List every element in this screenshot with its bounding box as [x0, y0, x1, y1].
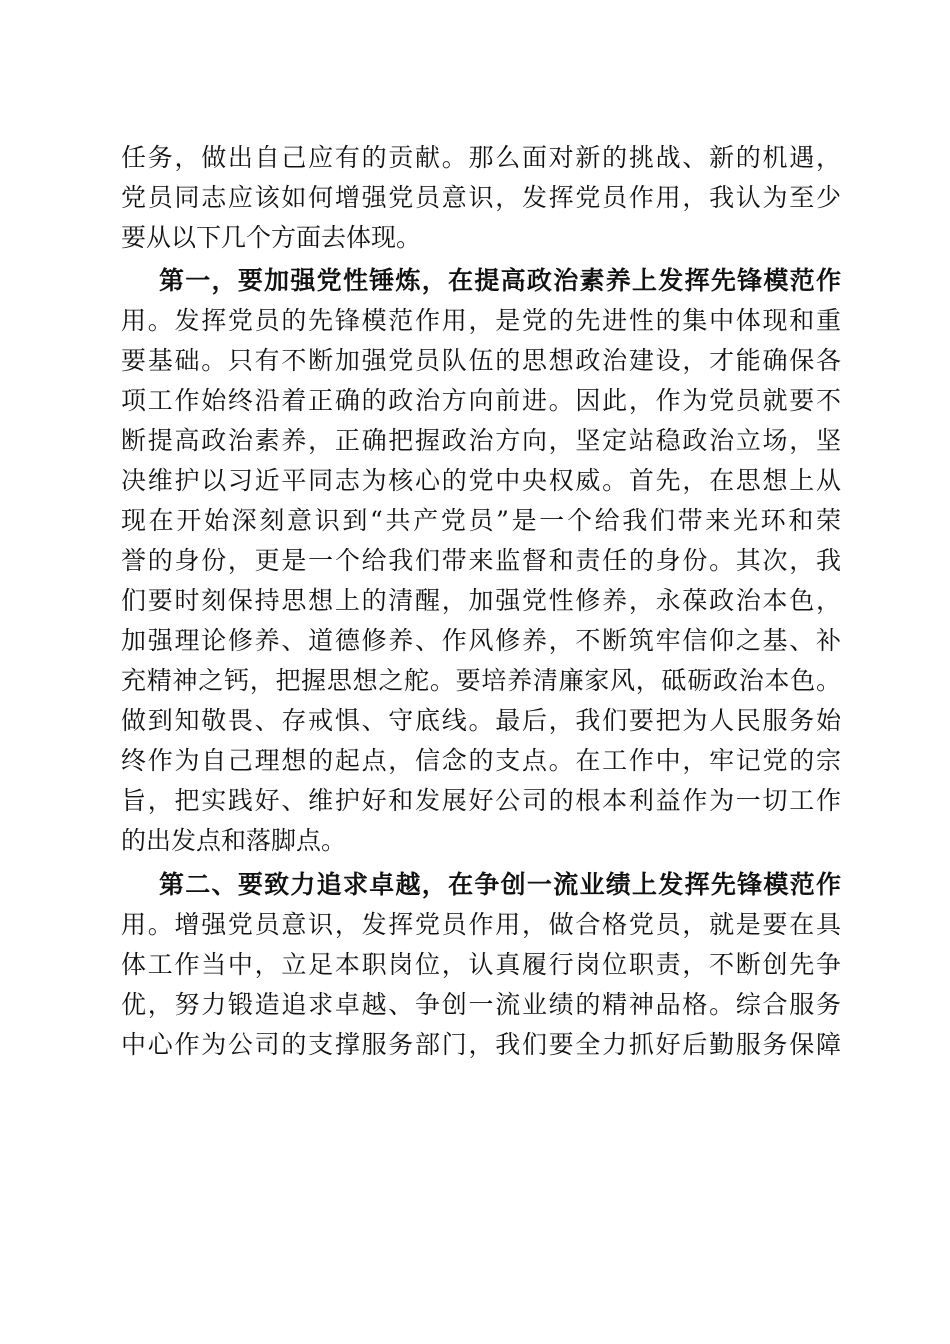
text-line: 优，努力锻造追求卓越、争创一流业绩的精神品格。综合服务 [121, 990, 841, 1019]
text-line: 用。发挥党员的先锋模范作用，是党的先进性的集中体现和重 [121, 306, 841, 335]
text-line: 任务，做出自己应有的贡献。那么面对新的挑战、新的机遇， [121, 143, 841, 172]
text-line: 决维护以习近平同志为核心的党中央权威。首先，在思想上从 [121, 466, 841, 495]
text-line: 用。增强党员意识，发挥党员作用，做合格党员，就是要在具 [121, 910, 841, 939]
text-line: 要从以下几个方面去体现。 [121, 223, 422, 252]
section-heading-line: 第二、要致力追求卓越，在争创一流业绩上发挥先锋模范作 [159, 870, 841, 899]
text-line: 党员同志应该如何增强党员意识，发挥党员作用，我认为至少 [121, 183, 841, 212]
text-line: 中心作为公司的支撑服务部门，我们要全力抓好后勤服务保障 [121, 1030, 841, 1059]
text-line: 项工作始终沿着正确的政治方向前进。因此，作为党员就要不 [121, 386, 841, 415]
text-line: 做到知敬畏、存戒惧、守底线。最后，我们要把为人民服务始 [121, 706, 841, 735]
text-line: 加强理论修养、道德修养、作风修养，不断筑牢信仰之基、补 [121, 626, 841, 655]
text-line: 体工作当中，立足本职岗位，认真履行岗位职责，不断创先争 [121, 950, 841, 979]
paragraph-point-two [121, 865, 841, 1065]
text-line: 的出发点和落脚点。 [121, 826, 347, 855]
document-body [121, 138, 841, 1065]
text-line: 们要时刻保持思想上的清醒，加强党性修养，永葆政治本色， [121, 586, 841, 615]
text-line: 要基础。只有不断加强党员队伍的思想政治建设，才能确保各 [121, 346, 841, 375]
text-line: 誉的身份，更是一个给我们带来监督和责任的身份。其次，我 [121, 546, 841, 575]
text-line: 现在开始深刻意识到“共产党员”是一个给我们带来光环和荣 [121, 506, 841, 535]
paragraph-intro-end [121, 138, 841, 258]
text-line: 断提高政治素养，正确把握政治方向，坚定站稳政治立场，坚 [121, 426, 841, 455]
paragraph-point-one [121, 261, 841, 861]
text-line: 旨，把实践好、维护好和发展好公司的根本利益作为一切工作 [121, 786, 841, 815]
text-line: 充精神之钙，把握思想之舵。要培养清廉家风，砥砺政治本色。 [121, 666, 841, 695]
text-line: 终作为自己理想的起点，信念的支点。在工作中，牢记党的宗 [121, 746, 841, 775]
section-heading-line: 第一，要加强党性锤炼，在提高政治素养上发挥先锋模范作 [159, 266, 841, 295]
